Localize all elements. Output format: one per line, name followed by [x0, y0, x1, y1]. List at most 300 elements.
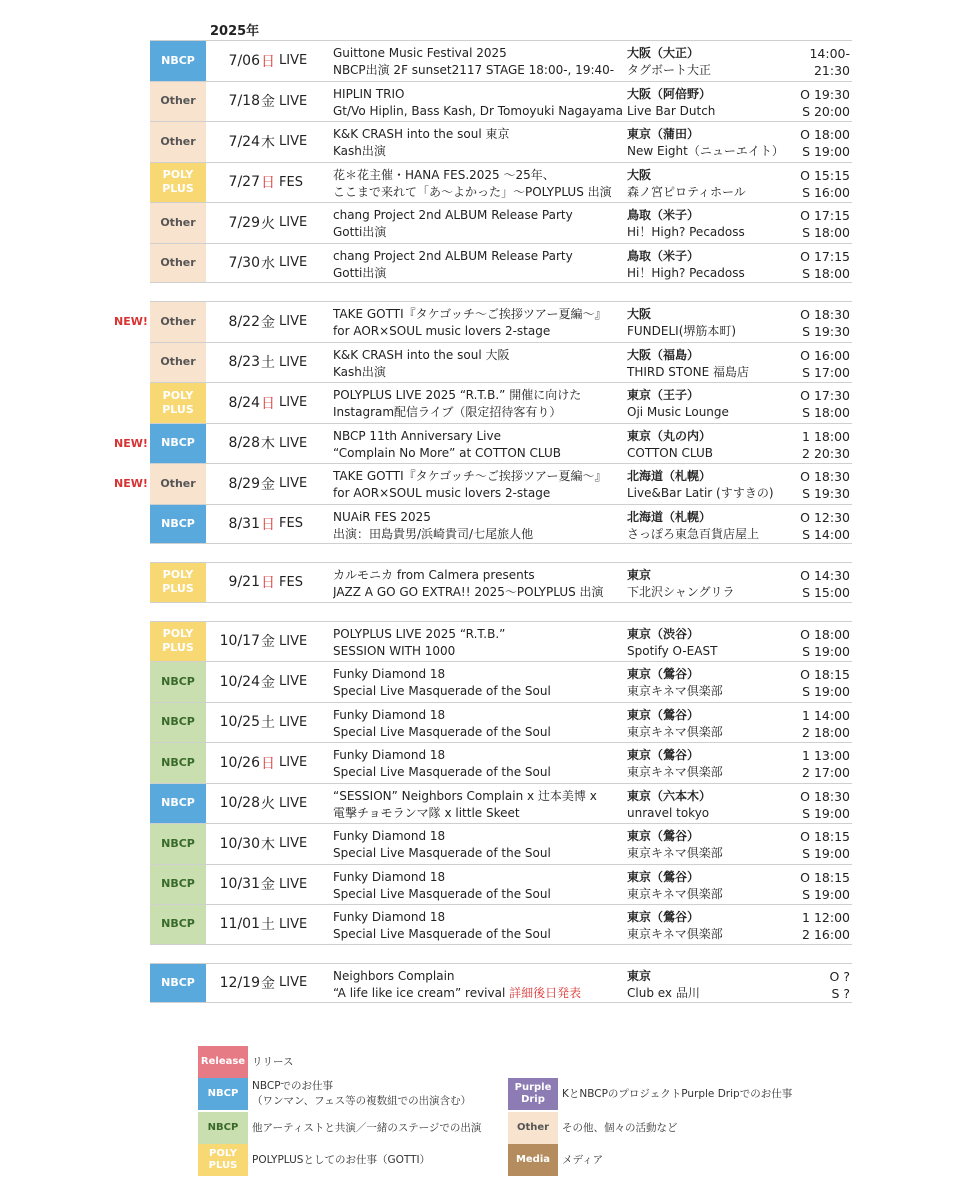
category-tag: Other	[150, 464, 206, 504]
event-time-open: O 17:30	[800, 388, 850, 403]
event-date: 7/06	[228, 52, 260, 69]
group-gap	[150, 603, 852, 621]
event-date: 7/29	[228, 214, 260, 231]
legend-text	[252, 1079, 471, 1109]
event-time-start: 2 17:00	[802, 765, 850, 780]
event-title-line: for AOR×SOUL music lovers 2-stage	[333, 486, 551, 500]
event-time	[800, 347, 850, 381]
event-venue: タグボート大正	[627, 63, 712, 77]
event-city: 東京（王子）	[627, 388, 700, 402]
event-title-line: Funky Diamond 18	[333, 910, 446, 924]
event-place	[627, 509, 787, 543]
event-title	[333, 626, 623, 660]
event-weekday: 水	[261, 255, 275, 272]
category-tag: NBCP	[150, 505, 206, 544]
event-date: 7/27	[228, 174, 260, 191]
event-weekday: 木	[261, 836, 275, 853]
event-title	[333, 869, 623, 903]
category-tag: POLY PLUS	[150, 563, 206, 602]
category-tag: POLY PLUS	[150, 163, 206, 203]
event-venue: Hi！High? Pecadoss	[627, 225, 745, 239]
event-time-open: O 17:15	[800, 208, 850, 223]
event-type: LIVE	[279, 916, 308, 932]
event-title-line: chang Project 2nd ALBUM Release Party	[333, 248, 573, 263]
event-title	[333, 387, 623, 421]
legend-item	[508, 1144, 603, 1176]
event-time	[830, 968, 850, 1002]
event-title-line: Special Live Masquerade of the Soul	[333, 724, 551, 739]
legend-text-line: POLYPLUSとしてのお仕事（GOTTI）	[252, 1153, 431, 1166]
event-title-line: Special Live Masquerade of the Soul	[333, 846, 551, 860]
event-row	[150, 342, 852, 383]
event-place	[627, 167, 787, 201]
event-row	[114, 423, 852, 464]
event-title	[333, 666, 623, 700]
event-time-open: O 16:00	[800, 347, 850, 363]
event-city: 北海道（札幌）	[627, 469, 712, 483]
event-venue: 下北沢シャングリラ	[627, 585, 735, 599]
category-tag: Other	[150, 302, 206, 342]
legend-item	[508, 1078, 792, 1110]
event-venue: 森ノ宮ピロティホール	[627, 184, 746, 199]
legend-swatch: Media	[508, 1144, 558, 1176]
event-place	[627, 248, 787, 282]
event-type: LIVE	[279, 314, 308, 330]
event-title	[333, 45, 623, 79]
event-row	[150, 202, 852, 243]
event-weekday: 日	[261, 395, 275, 412]
event-venue: Live&Bar Latir (すすきの)	[627, 486, 774, 500]
event-weekday: 火	[261, 215, 275, 232]
event-row	[150, 742, 852, 783]
event-title	[333, 747, 623, 781]
legend-swatch: Release	[198, 1046, 248, 1078]
event-title	[333, 86, 623, 120]
event-time	[802, 747, 850, 781]
event-time-open: 1 12:00	[802, 910, 850, 925]
event-row	[150, 562, 852, 603]
event-time-open: O 12:30	[800, 509, 850, 525]
event-venue: 東京キネマ倶楽部	[627, 846, 723, 860]
legend-text-line: その他、個々の活動など	[562, 1121, 678, 1134]
event-time	[800, 207, 850, 241]
event-place	[627, 747, 787, 781]
event-time-open: O 18:00	[800, 626, 850, 642]
event-row	[150, 121, 852, 162]
event-row	[150, 864, 852, 905]
event-city: 大阪	[627, 307, 652, 321]
event-time-start: S ?	[831, 985, 850, 1001]
category-tag: POLY PLUS	[150, 383, 206, 423]
event-time-start: 21:30	[813, 63, 850, 78]
event-title-line: POLYPLUS LIVE 2025 “R.T.B.” 開催に向けた	[333, 388, 582, 402]
event-date: 10/28	[219, 795, 260, 812]
event-date: 8/28	[228, 435, 260, 452]
event-type: FES	[279, 574, 303, 590]
event-row	[114, 301, 852, 342]
event-date: 7/30	[228, 254, 260, 271]
event-city: 東京（丸の内）	[627, 428, 712, 443]
legend-text	[252, 1055, 293, 1070]
legend-swatch: NBCP	[198, 1078, 248, 1110]
event-title	[333, 468, 623, 502]
event-title	[333, 428, 623, 462]
event-venue: Hi！High? Pecadoss	[627, 265, 745, 280]
event-time-start: S 19:00	[802, 805, 850, 821]
legend-text	[562, 1121, 678, 1136]
event-place	[627, 567, 787, 601]
event-title-line: “SESSION” Neighbors Complain x 辻本美博 x	[333, 788, 597, 803]
event-place	[627, 45, 787, 79]
event-title-line: 電撃チョモランマ隊 x little Skeet	[333, 805, 520, 820]
event-place	[627, 788, 787, 822]
category-tag: NBCP	[150, 703, 206, 743]
event-title	[333, 207, 623, 241]
event-city: 東京（鶯谷）	[627, 707, 700, 722]
new-badge: NEW!	[114, 477, 148, 491]
event-time	[800, 248, 850, 282]
event-place	[627, 909, 787, 943]
event-time-open: 1 14:00	[802, 707, 850, 723]
event-row	[150, 162, 852, 203]
event-time	[802, 428, 850, 462]
event-time-open: O 18:15	[800, 667, 850, 682]
event-time	[800, 167, 850, 201]
event-row	[150, 963, 852, 1004]
event-time-open: 1 18:00	[802, 428, 850, 444]
event-time-start: S 18:00	[802, 225, 850, 240]
event-date: 8/31	[228, 515, 260, 532]
event-type: LIVE	[279, 876, 308, 892]
event-city: 大阪（阿倍野）	[627, 86, 712, 101]
event-type: LIVE	[279, 395, 308, 411]
event-row	[150, 382, 852, 423]
event-title-line: Funky Diamond 18	[333, 869, 446, 884]
event-date: 8/29	[228, 475, 260, 492]
legend-text-line: KとNBCPのプロジェクトPurple Dripでのお仕事	[562, 1087, 793, 1100]
event-type: LIVE	[279, 93, 308, 109]
event-date: 9/21	[228, 574, 260, 591]
legend-swatch: NBCP	[198, 1112, 248, 1144]
event-time-start: S 18:00	[802, 405, 850, 420]
event-time	[800, 869, 850, 903]
legend-swatch: Purple Drip	[508, 1078, 558, 1110]
event-weekday: 金	[261, 476, 275, 493]
event-row	[150, 81, 852, 122]
group-gap	[150, 945, 852, 963]
category-tag: NBCP	[150, 964, 206, 1003]
event-time-start: S 19:00	[802, 886, 850, 902]
event-venue: COTTON CLUB	[627, 445, 713, 460]
event-venue: 東京キネマ倶楽部	[627, 684, 723, 698]
event-date: 8/23	[228, 354, 260, 371]
event-place	[627, 707, 787, 741]
event-type: LIVE	[279, 215, 308, 231]
event-title	[333, 167, 623, 201]
event-title	[333, 909, 623, 943]
event-weekday: 金	[261, 94, 275, 111]
event-time-start: 2 16:00	[802, 927, 850, 942]
event-date: 8/24	[228, 394, 260, 411]
event-weekday: 日	[261, 175, 275, 192]
event-time	[800, 387, 850, 421]
event-title-line: NUAiR FES 2025	[333, 509, 431, 524]
event-title	[333, 347, 623, 381]
legend-item	[198, 1078, 471, 1110]
event-title-line: Funky Diamond 18	[333, 667, 446, 681]
event-weekday: 日	[261, 516, 275, 533]
event-venue: New Eight（ニューエイト）	[627, 144, 784, 158]
event-city: 大阪（福島）	[627, 347, 700, 362]
new-badge: NEW!	[114, 315, 148, 329]
event-venue: Club ex 品川	[627, 985, 700, 1000]
event-time-start: S 19:00	[802, 643, 850, 659]
new-badge: NEW!	[114, 436, 148, 450]
event-time-open: O 17:15	[800, 248, 850, 264]
event-row	[150, 621, 852, 662]
event-venue: Oji Music Lounge	[627, 405, 729, 419]
event-time	[802, 707, 850, 741]
event-city: 東京（鶯谷）	[627, 667, 700, 681]
legend-text-line: メディア	[562, 1153, 604, 1166]
event-title-line: chang Project 2nd ALBUM Release Party	[333, 208, 573, 222]
event-place	[627, 828, 787, 862]
event-title	[333, 968, 623, 1002]
event-type: LIVE	[279, 674, 308, 690]
event-type: LIVE	[279, 714, 308, 730]
event-time-start: S 19:30	[802, 486, 850, 501]
event-place	[627, 387, 787, 421]
legend-swatch: POLY PLUS	[198, 1144, 248, 1176]
category-tag: NBCP	[150, 824, 206, 864]
legend-text	[252, 1153, 430, 1168]
event-row	[150, 823, 852, 864]
category-tag: POLY PLUS	[150, 622, 206, 662]
event-title-line: SESSION WITH 1000	[333, 643, 456, 658]
event-place	[627, 86, 787, 120]
event-title	[333, 509, 623, 543]
legend-item	[198, 1112, 481, 1144]
event-type: LIVE	[279, 476, 308, 492]
event-title	[333, 567, 623, 601]
legend-item	[198, 1046, 293, 1078]
event-city: 東京（渋谷）	[627, 626, 700, 641]
event-time-start: S 17:00	[802, 364, 850, 380]
event-venue: FUNDELI(堺筋本町)	[627, 324, 737, 338]
event-venue: 東京キネマ倶楽部	[627, 724, 723, 739]
event-time-start: S 20:00	[802, 103, 850, 119]
event-time-open: O ?	[829, 968, 850, 984]
event-title-line: for AOR×SOUL music lovers 2-stage	[333, 324, 551, 338]
event-city: 鳥取（米子）	[627, 208, 700, 222]
event-title	[333, 788, 623, 822]
event-title-line: Gotti出演	[333, 225, 387, 239]
event-time-start: S 19:00	[802, 846, 850, 861]
event-date: 7/18	[228, 93, 260, 110]
schedule-table	[114, 40, 852, 1003]
category-tag: Other	[150, 343, 206, 383]
event-weekday: 土	[261, 355, 275, 372]
event-place	[627, 468, 787, 502]
event-weekday: 木	[261, 134, 275, 151]
event-venue: unravel tokyo	[627, 805, 710, 820]
event-time-open: O 18:00	[800, 127, 850, 142]
event-title	[333, 126, 623, 160]
event-row	[114, 463, 852, 504]
event-title-line: Gotti出演	[333, 265, 387, 280]
event-time-open: O 18:30	[800, 307, 850, 322]
event-weekday: 金	[261, 877, 275, 894]
event-weekday: 金	[261, 314, 275, 331]
event-title-line: HIPLIN TRIO	[333, 86, 405, 101]
event-weekday: 土	[261, 917, 275, 934]
event-row	[150, 40, 852, 81]
event-title-line: Special Live Masquerade of the Soul	[333, 684, 551, 698]
event-title-line: Instagram配信ライブ（限定招待客有り）	[333, 405, 562, 419]
event-time	[800, 306, 850, 340]
event-venue: 東京キネマ倶楽部	[627, 886, 723, 901]
event-venue: Spotify O-EAST	[627, 643, 718, 658]
event-title	[333, 248, 623, 282]
legend-item	[508, 1112, 678, 1144]
event-city: 東京（六本木）	[627, 788, 712, 803]
event-date: 8/22	[228, 313, 260, 330]
event-title-line: 花＊花主催・HANA FES.2025 〜25年、	[333, 167, 555, 182]
event-type: LIVE	[279, 354, 308, 370]
event-time-start: 2 18:00	[802, 724, 850, 740]
event-type: LIVE	[279, 755, 308, 771]
event-type: FES	[279, 174, 303, 190]
event-time	[800, 567, 850, 601]
event-date: 12/19	[219, 974, 260, 991]
event-place	[627, 306, 787, 340]
event-title-line: Funky Diamond 18	[333, 829, 446, 843]
event-date: 11/01	[219, 916, 260, 933]
legend-text-line: （ワンマン、フェス等の複数組での出演含む）	[252, 1095, 472, 1107]
event-time-start: S 18:00	[802, 265, 850, 281]
event-row	[150, 661, 852, 702]
event-row	[150, 904, 852, 945]
event-title	[333, 828, 623, 862]
event-place	[627, 347, 787, 381]
event-title-line: “A life like ice cream” revival 詳細後日発表	[333, 985, 582, 1000]
event-weekday: 金	[261, 674, 275, 691]
event-time	[800, 666, 850, 700]
legend-text-line: 他アーティストと共演／一緒のステージでの出演	[252, 1121, 482, 1134]
event-time-start: S 16:00	[802, 184, 850, 200]
event-time	[800, 126, 850, 160]
event-row	[150, 504, 852, 545]
category-tag: NBCP	[150, 662, 206, 702]
event-type: LIVE	[279, 53, 308, 69]
event-time-open: O 14:30	[800, 568, 850, 583]
event-time	[800, 468, 850, 502]
event-city: 大阪	[627, 167, 652, 182]
event-title-line: Guittone Music Festival 2025	[333, 46, 507, 60]
event-date: 10/31	[219, 876, 260, 893]
event-time	[800, 86, 850, 120]
legend-text	[252, 1121, 481, 1136]
legend-text-line: リリース	[252, 1055, 294, 1068]
event-weekday: 金	[261, 975, 275, 992]
event-title-line: Special Live Masquerade of the Soul	[333, 765, 551, 779]
event-time-start: S 19:30	[802, 324, 850, 339]
event-title-line: Neighbors Complain	[333, 968, 455, 983]
event-title-line: Special Live Masquerade of the Soul	[333, 886, 551, 901]
event-venue: Live Bar Dutch	[627, 103, 716, 118]
event-time-open: O 18:15	[800, 869, 850, 885]
event-venue: さっぽろ東急百貨店屋上	[627, 526, 760, 541]
legend	[198, 1046, 798, 1186]
event-venue: 東京キネマ倶楽部	[627, 765, 723, 779]
event-title-line: 出演：田島貴男/浜崎貴司/七尾旅人他	[333, 526, 534, 541]
event-place	[627, 126, 787, 160]
category-tag: NBCP	[150, 865, 206, 905]
event-time-open: O 19:30	[800, 86, 850, 102]
legend-item	[198, 1144, 430, 1176]
legend-swatch: Other	[508, 1112, 558, 1144]
event-place	[627, 626, 787, 660]
event-title-line: NBCP 11th Anniversary Live	[333, 428, 501, 443]
event-time-start: S 14:00	[802, 526, 850, 542]
event-venue: THIRD STONE 福島店	[627, 364, 750, 379]
event-row	[150, 243, 852, 284]
category-tag: Other	[150, 122, 206, 162]
legend-text	[562, 1153, 603, 1168]
event-date: 10/17	[219, 633, 260, 650]
category-tag: NBCP	[150, 784, 206, 824]
event-weekday: 火	[261, 796, 275, 813]
event-place	[627, 207, 787, 241]
event-title-line: K&K CRASH into the soul 大阪	[333, 347, 510, 362]
event-time	[800, 509, 850, 543]
event-time	[809, 45, 850, 79]
event-city: 東京（鶯谷）	[627, 869, 700, 884]
event-type: LIVE	[279, 435, 308, 451]
category-tag: Other	[150, 82, 206, 122]
event-title-line: Funky Diamond 18	[333, 707, 446, 722]
event-title-line: NBCP出演 2F sunset2117 STAGE 18:00-, 19:40-	[333, 63, 615, 77]
event-time	[802, 909, 850, 943]
event-time	[800, 626, 850, 660]
event-title-line: Kash出演	[333, 364, 386, 379]
event-weekday: 木	[261, 436, 275, 453]
event-time-start: S 19:00	[802, 684, 850, 699]
event-date: 10/30	[219, 835, 260, 852]
event-row	[150, 783, 852, 824]
event-place	[627, 428, 787, 462]
event-time-start: S 15:00	[802, 585, 850, 600]
category-tag: NBCP	[150, 424, 206, 464]
event-type: LIVE	[279, 134, 308, 150]
event-city: 東京（鶯谷）	[627, 910, 700, 924]
event-city: 東京	[627, 968, 652, 983]
event-city: 大阪（大正）	[627, 46, 700, 60]
event-note: 詳細後日発表	[505, 985, 582, 1000]
event-time-open: O 18:30	[800, 788, 850, 804]
legend-text-line: NBCPでのお仕事	[252, 1080, 334, 1092]
year-label: 2025年	[210, 24, 260, 39]
group-gap	[150, 283, 852, 301]
event-time-start: S 19:00	[802, 144, 850, 159]
event-city: 北海道（札幌）	[627, 509, 712, 524]
event-city: 東京（蒲田）	[627, 127, 700, 141]
event-title-line: K&K CRASH into the soul 東京	[333, 127, 510, 141]
event-title-line: TAKE GOTTI『タケゴッチ〜ご挨拶ツアー夏編〜』	[333, 469, 607, 483]
category-tag: Other	[150, 244, 206, 283]
event-city: 鳥取（米子）	[627, 248, 700, 263]
event-time-open: O 18:15	[800, 829, 850, 844]
